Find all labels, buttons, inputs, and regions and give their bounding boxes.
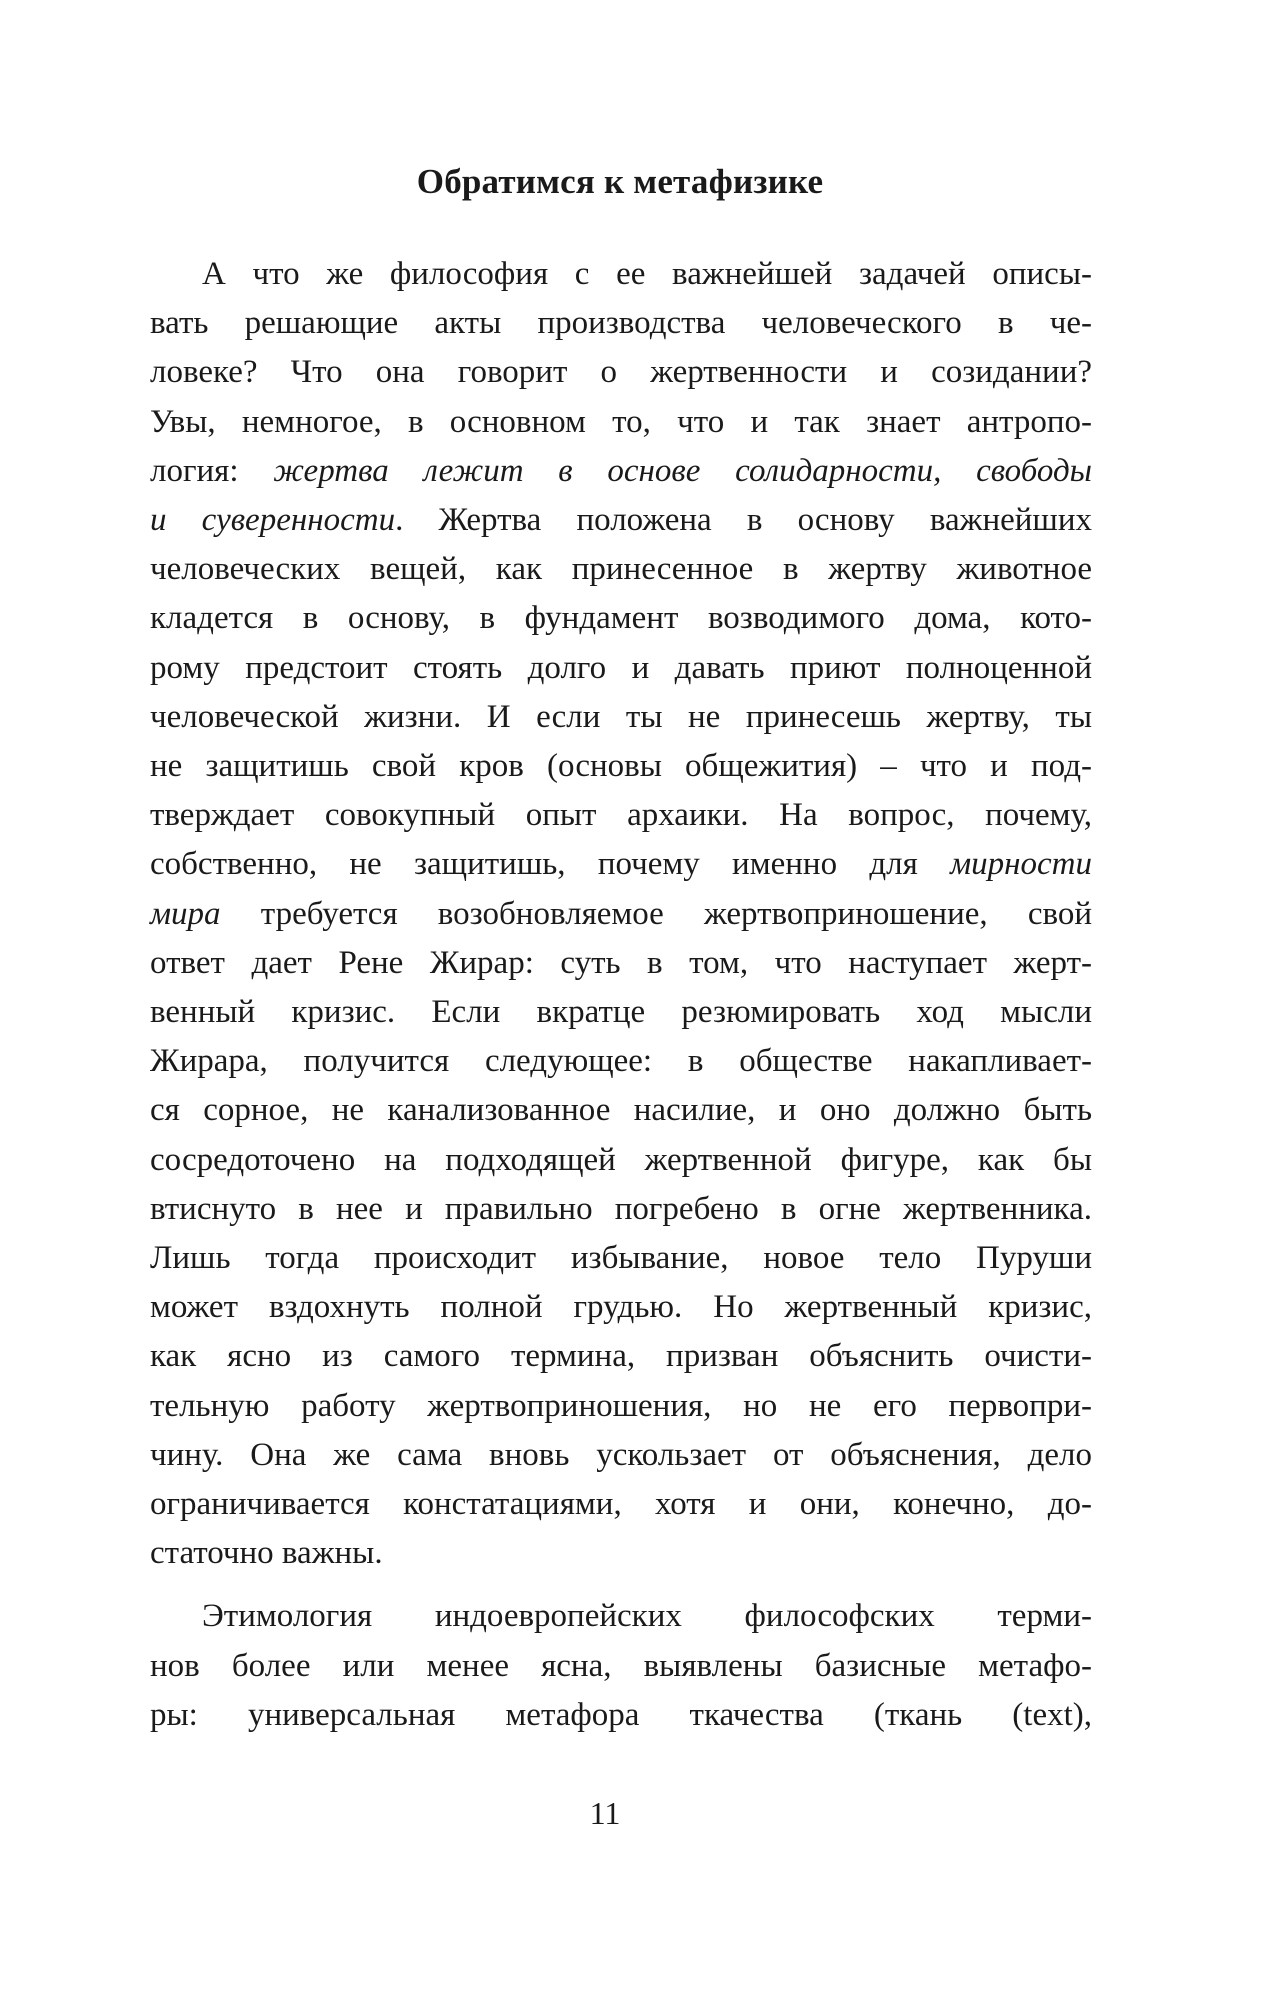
paragraph: [150, 250, 1092, 1578]
text-line: [150, 1691, 1092, 1740]
text-line: [150, 1234, 1092, 1283]
text-line: [150, 1283, 1092, 1332]
text-span: ловеке? Что она говорит о жертвенности и созидании?: [150, 354, 1092, 391]
text-span: статочно важны.: [150, 1535, 383, 1572]
text-span: тверждает совокупный опыт архаики. На вопрос, почему,: [150, 797, 1092, 834]
text-line: [150, 348, 1092, 397]
text-line: [150, 1529, 1092, 1578]
text-line: [150, 644, 1092, 693]
page-number: 11: [589, 1795, 621, 1831]
text-span: кладется в основу, в фундамент возводимого дома, кото-: [150, 600, 1092, 637]
text-line: [150, 791, 1092, 840]
text-line: [150, 496, 1092, 545]
text-line: [150, 1382, 1092, 1431]
text-span: венный кризис. Если вкратце резюмировать ход мысли: [150, 994, 1092, 1031]
body-text: [150, 250, 1092, 1740]
section-heading: Обратимся к метафизике: [416, 162, 824, 201]
text-span: Увы, немногое, в основном то, что и так знает антропо-: [150, 403, 1092, 440]
emphasis-text: жертва лежит в основе солидарности, свободы: [273, 452, 1093, 489]
text-span: человеческих вещей, как принесенное в жертву животное: [150, 551, 1092, 588]
text-span: человеческой жизни. И если ты не принесешь жертву, ты: [150, 698, 1092, 735]
text-span: А что же философия с ее важнейшей задачей описы-: [202, 256, 1092, 292]
text-span: втиснуто в нее и правильно погребено в огне жертвенника.: [150, 1190, 1092, 1227]
text-span: Этимология индоевропейских философских терми-: [202, 1598, 1092, 1635]
text-span: Жирара, получится следующее: в обществе накапливает-: [150, 1043, 1092, 1080]
text-span: собственно, не защитишь, почему именно для: [150, 846, 951, 883]
text-span: ся сорное, не канализованное насилие, и оно должно быть: [150, 1092, 1092, 1129]
text-span: логия:: [150, 452, 274, 489]
paragraph: [150, 1592, 1092, 1740]
text-line: [150, 1592, 1092, 1641]
emphasis-text: и суверенности: [150, 502, 396, 539]
text-line: [150, 742, 1092, 791]
text-line: [150, 1037, 1092, 1086]
text-line: [150, 890, 1092, 939]
text-span: ры: универсальная метафора ткачества (ткань (text),: [150, 1696, 1092, 1733]
text-line: [150, 988, 1092, 1037]
text-span: . Жертва положена в основу важнейших: [395, 502, 1092, 539]
text-line: [150, 1431, 1092, 1480]
emphasis-text: мира: [150, 895, 221, 932]
text-line: [150, 693, 1092, 742]
text-line: [150, 1136, 1092, 1185]
text-span: требуется возобновляемое жертвоприношение, свой: [220, 895, 1092, 932]
text-line: [150, 939, 1092, 988]
text-line: [150, 250, 1092, 299]
text-span: чину. Она же сама вновь ускользает от объяснения, дело: [150, 1436, 1092, 1473]
text-span: нов более или менее ясна, выявлены базисные метафо-: [150, 1647, 1092, 1684]
text-line: [150, 545, 1092, 594]
text-span: сосредоточено на подходящей жертвенной фигуре, как бы: [150, 1141, 1092, 1178]
text-span: как ясно из самого термина, призван объяснить очисти-: [150, 1338, 1092, 1375]
text-line: [150, 299, 1092, 348]
text-line: [150, 840, 1092, 889]
text-line: [150, 1480, 1092, 1529]
text-span: ответ дает Рене Жирар: суть в том, что наступает жерт-: [150, 944, 1092, 981]
text-line: [150, 1086, 1092, 1135]
text-line: [150, 398, 1092, 447]
text-line: [150, 447, 1092, 496]
text-span: тельную работу жертвоприношения, но не его первопри-: [150, 1387, 1092, 1424]
text-line: [150, 594, 1092, 643]
text-line: [150, 1185, 1092, 1234]
text-line: [150, 1642, 1092, 1691]
text-span: Лишь тогда происходит избывание, новое тело Пуруши: [150, 1240, 1092, 1277]
text-span: не защитишь свой кров (основы общежития) – что и под-: [150, 748, 1092, 785]
emphasis-text: мирности: [950, 846, 1092, 883]
text-span: рому предстоит стоять долго и давать приют полноценной: [150, 649, 1092, 686]
text-line: [150, 1332, 1092, 1381]
text-span: ограничивается констатациями, хотя и они, конечно, до-: [150, 1486, 1092, 1523]
text-span: может вздохнуть полной грудью. Но жертвенный кризис,: [150, 1289, 1092, 1326]
text-span: вать решающие акты производства человеческого в че-: [150, 305, 1092, 342]
